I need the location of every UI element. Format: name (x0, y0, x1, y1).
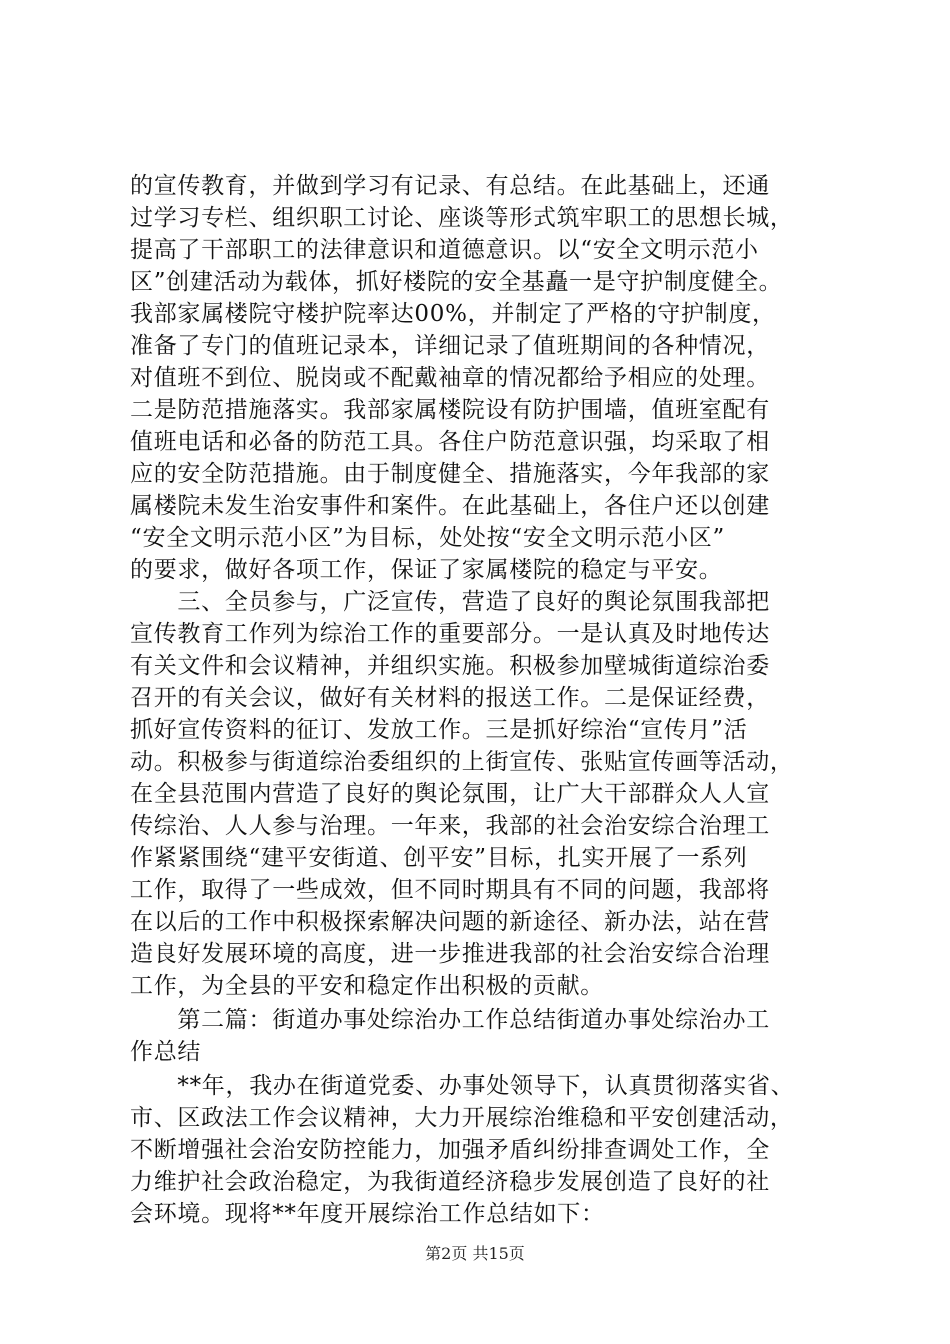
text-line: 动。积极参与街道综治委组织的上街宣传、张贴宣传画等活动， (130, 749, 794, 775)
section-heading-line: 作总结 (130, 1039, 202, 1065)
text-line: 在全县范围内营造了良好的舆论氛围，让广大干部群众人人宣 (130, 781, 770, 807)
text-line: 应的安全防范措施。由于制度健全、措施落实，今年我部的家 (130, 461, 770, 487)
text-line: 对值班不到位、脱岗或不配戴袖章的情况都给予相应的处理。 (130, 365, 770, 391)
text-line: 工作，取得了一些成效，但不同时期具有不同的问题，我部将 (130, 877, 770, 903)
text-line: 抓好宣传资料的征订、发放工作。三是抓好综治“宣传月”活 (130, 717, 748, 743)
text-line: 提高了干部职工的法律意识和道德意识。以“安全文明示范小 (130, 237, 759, 263)
text-line: 区”创建活动为载体，抓好楼院的安全基矗一是守护制度健全。 (130, 269, 783, 295)
section-heading-line: 第二篇：街道办事处综治办工作总结街道办事处综治办工 (130, 1007, 770, 1033)
text-line: 力维护社会政治稳定，为我街道经济稳步发展创造了良好的社 (130, 1169, 770, 1195)
text-line: 工作，为全县的平安和稳定作出积极的贡献。 (130, 973, 604, 999)
text-line: 有关文件和会议精神，并组织实施。积极参加壁城街道综治委 (130, 653, 770, 679)
text-line: “安全文明示范小区”为目标，处处按“安全文明示范小区” (130, 525, 725, 551)
text-line: 的要求，做好各项工作，保证了家属楼院的稳定与平安。 (130, 557, 723, 583)
text-line: 准备了专门的值班记录本，详细记录了值班期间的各种情况， (130, 333, 770, 359)
text-line: 二是防范措施落实。我部家属楼院设有防护围墙，值班室配有 (130, 397, 770, 423)
page-number: 第2页 共15页 (425, 1244, 525, 1263)
text-line: 在以后的工作中积极探索解决问题的新途径、新办法，站在营 (130, 909, 770, 935)
text-line: 不断增强社会治安防控能力，加强矛盾纠纷排查调处工作，全 (130, 1137, 770, 1163)
text-line: 召开的有关会议，做好有关材料的报送工作。二是保证经费， (130, 685, 770, 711)
text-line: 宣传教育工作列为综治工作的重要部分。一是认真及时地传达 (130, 621, 770, 647)
text-line: 会环境。现将**年度开展综治工作总结如下： (130, 1201, 605, 1227)
text-line: 过学习专栏、组织职工讨论、座谈等形式筑牢职工的思想长城， (130, 205, 794, 231)
text-line: **年，我办在街道党委、办事处领导下，认真贯彻落实省、 (130, 1073, 795, 1099)
text-line: 市、区政法工作会议精神，大力开展综治维稳和平安创建活动， (130, 1105, 794, 1131)
text-line: 造良好发展环境的高度，进一步推进我部的社会治安综合治理 (130, 941, 770, 967)
text-line: 属楼院未发生治安事件和案件。在此基础上，各住户还以创建 (130, 493, 770, 519)
text-line: 三、全员参与，广泛宣传，营造了良好的舆论氛围我部把 (130, 589, 770, 615)
text-line: 值班电话和必备的防范工具。各住户防范意识强，均采取了相 (130, 429, 770, 455)
text-line: 传综治、人人参与治理。一年来，我部的社会治安综合治理工 (130, 813, 770, 839)
text-line: 的宣传教育，并做到学习有记录、有总结。在此基础上，还通 (130, 173, 770, 199)
text-line: 我部家属楼院守楼护院率达00%，并制定了严格的守护制度， (130, 301, 776, 327)
text-line: 作紧紧围绕“建平安街道、创平安”目标，扎实开展了一系列 (130, 845, 748, 871)
